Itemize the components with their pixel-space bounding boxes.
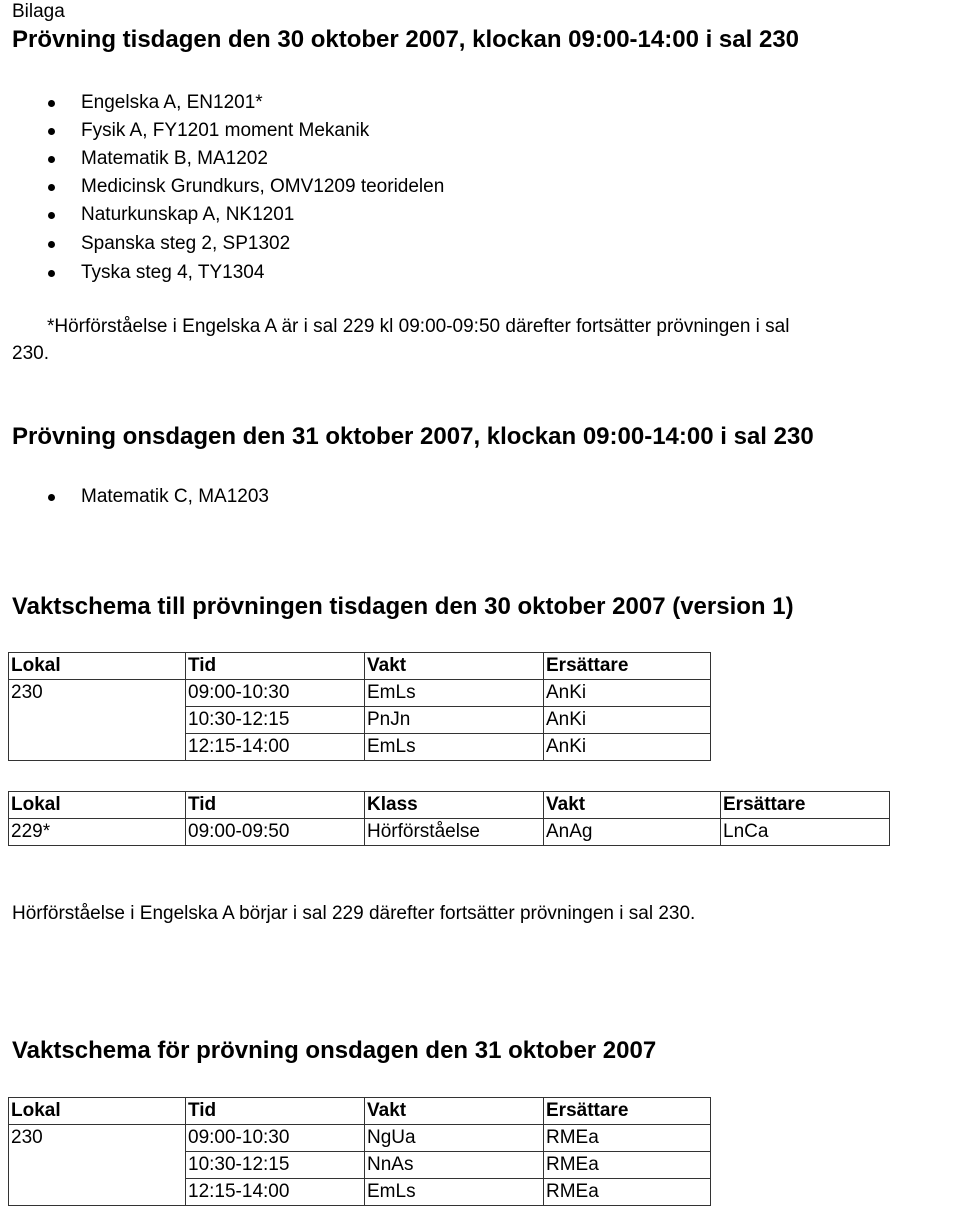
column-header: Ersättare xyxy=(721,792,890,819)
bullet-icon xyxy=(48,100,55,107)
column-header: Lokal xyxy=(9,653,186,680)
section3-note: Hörförståelse i Engelska A börjar i sal 229 därefter fortsätter prövningen i sal 230. xyxy=(12,903,696,924)
table-cell: AnKi xyxy=(544,734,711,761)
attachment-label: Bilaga xyxy=(12,1,65,22)
table-row xyxy=(9,680,711,707)
table-cell: 12:15-14:00 xyxy=(186,734,365,761)
table-cell: AnKi xyxy=(544,680,711,707)
column-header: Lokal xyxy=(9,792,186,819)
bullet-icon xyxy=(48,156,55,163)
table-cell: 10:30-12:15 xyxy=(186,1152,365,1179)
table-cell: 229* xyxy=(9,819,186,846)
column-header: Vakt xyxy=(365,1098,544,1125)
table-cell: EmLs xyxy=(365,680,544,707)
bullet-icon xyxy=(48,184,55,191)
bullet-icon xyxy=(48,241,55,248)
table-header-row xyxy=(9,653,711,680)
table-cell: RMEa xyxy=(544,1125,711,1152)
table-cell: EmLs xyxy=(365,1179,544,1206)
table-cell: 09:00-09:50 xyxy=(186,819,365,846)
section1-note-line2: 230. xyxy=(12,343,49,364)
column-header: Klass xyxy=(365,792,544,819)
table-cell: RMEa xyxy=(544,1179,711,1206)
column-header: Vakt xyxy=(544,792,721,819)
table-header-row xyxy=(9,792,890,819)
schedule-table-tuesday xyxy=(8,652,711,761)
table-cell: 10:30-12:15 xyxy=(186,707,365,734)
bullet-icon xyxy=(48,270,55,277)
column-header: Lokal xyxy=(9,1098,186,1125)
table-cell: RMEa xyxy=(544,1152,711,1179)
schedule-table-wednesday xyxy=(8,1097,711,1206)
table-cell: PnJn xyxy=(365,707,544,734)
section1-note-line1: *Hörförståelse i Engelska A är i sal 229 kl 09:00-09:50 därefter fortsätter prövningen i sal xyxy=(47,316,790,337)
table-header-row xyxy=(9,1098,711,1125)
table-cell: Hörförståelse xyxy=(365,819,544,846)
column-header: Tid xyxy=(186,792,365,819)
table-row xyxy=(9,819,890,846)
table-row xyxy=(9,1125,711,1152)
bullet-icon xyxy=(48,494,55,501)
table-cell: 09:00-10:30 xyxy=(186,680,365,707)
section1-heading: Prövning tisdagen den 30 oktober 2007, klockan 09:00-14:00 i sal 230 xyxy=(12,26,800,53)
column-header: Tid xyxy=(186,653,365,680)
table-cell: AnAg xyxy=(544,819,721,846)
bullet-icon xyxy=(48,212,55,219)
section4-heading: Vaktschema för prövning onsdagen den 31 oktober 2007 xyxy=(12,1037,657,1064)
section3-heading: Vaktschema till prövningen tisdagen den 30 oktober 2007 (version 1) xyxy=(12,593,794,620)
table-cell: NnAs xyxy=(365,1152,544,1179)
table-cell: NgUa xyxy=(365,1125,544,1152)
column-header: Tid xyxy=(186,1098,365,1125)
bullet-icon xyxy=(48,128,55,135)
section2-heading: Prövning onsdagen den 31 oktober 2007, klockan 09:00-14:00 i sal 230 xyxy=(12,423,814,450)
listening-test-table xyxy=(8,791,890,846)
lokal-cell: 230 xyxy=(9,680,186,761)
table-cell: LnCa xyxy=(721,819,890,846)
lokal-cell: 230 xyxy=(9,1125,186,1206)
column-header: Vakt xyxy=(365,653,544,680)
table-cell: 12:15-14:00 xyxy=(186,1179,365,1206)
table-cell: 09:00-10:30 xyxy=(186,1125,365,1152)
table-cell: AnKi xyxy=(544,707,711,734)
table-cell: EmLs xyxy=(365,734,544,761)
column-header: Ersättare xyxy=(544,1098,711,1125)
column-header: Ersättare xyxy=(544,653,711,680)
